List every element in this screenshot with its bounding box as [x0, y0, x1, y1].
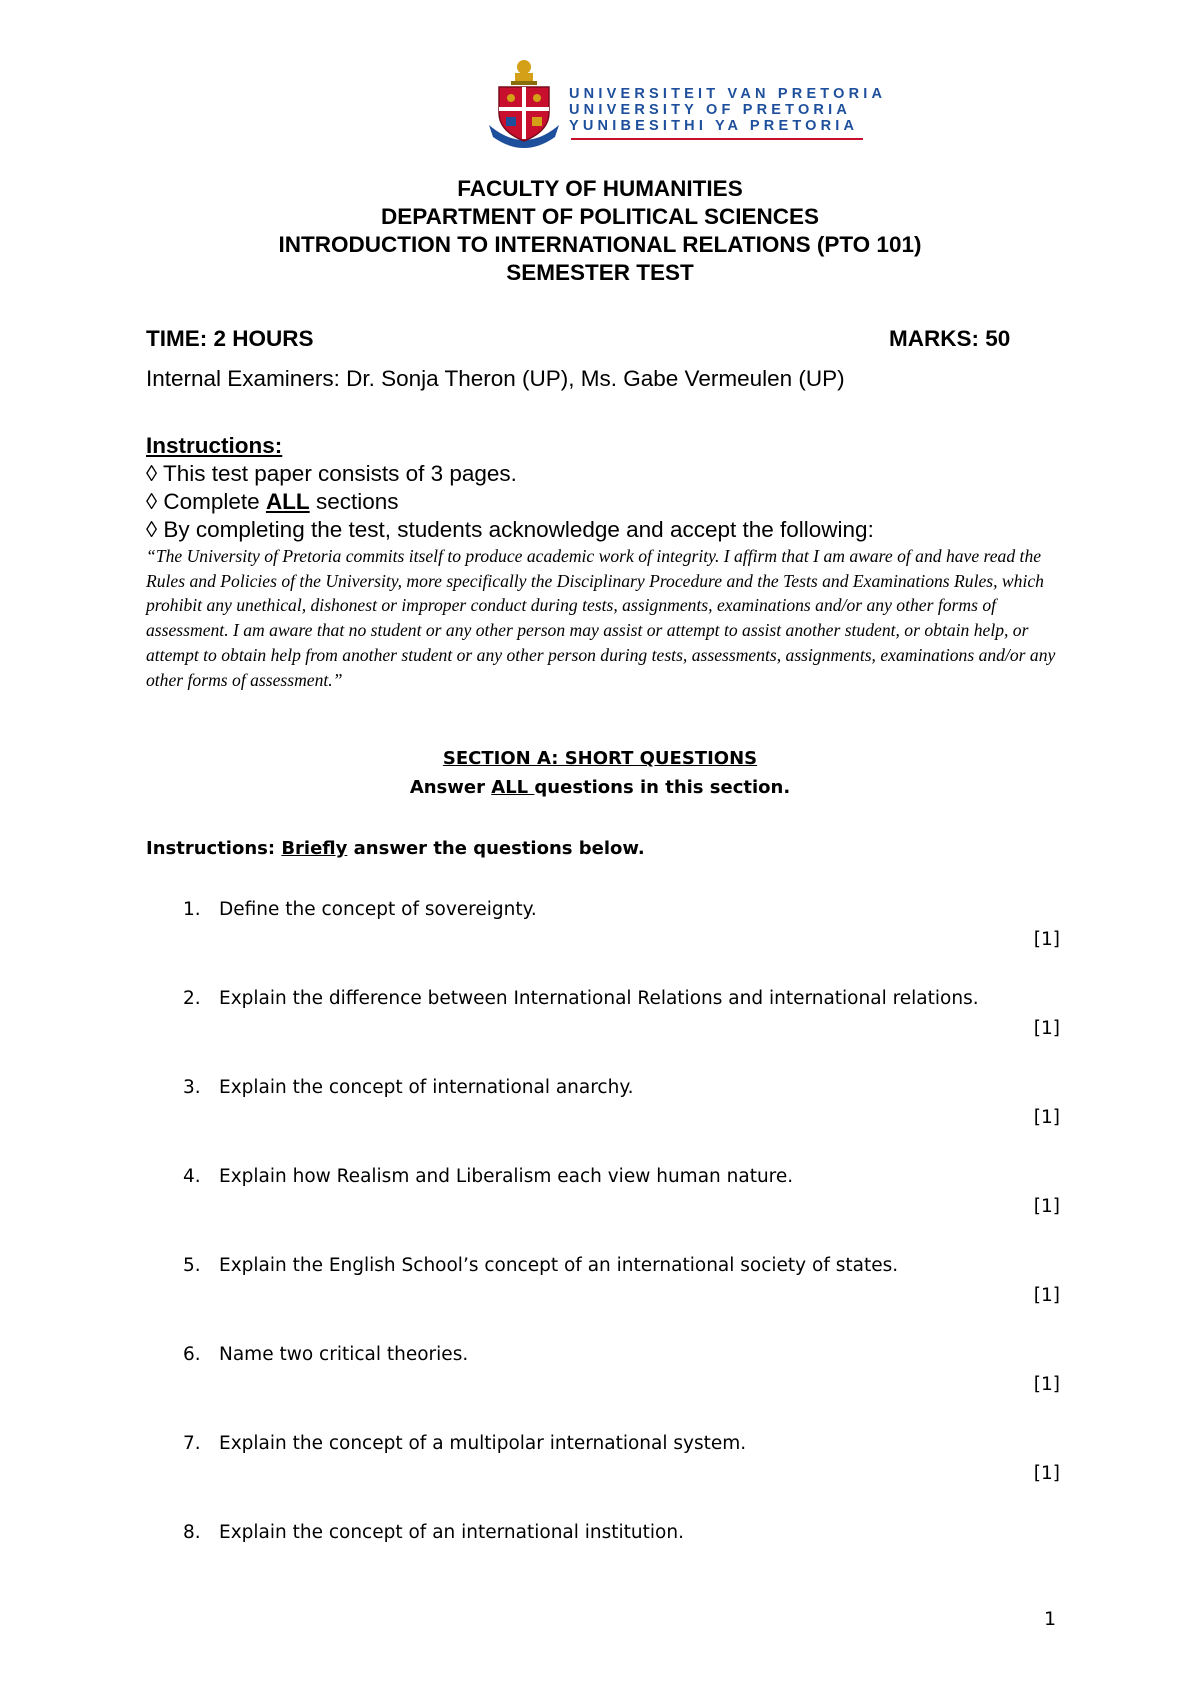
question-number: 5. [183, 1255, 201, 1276]
question-mark: [1] [1033, 1374, 1060, 1395]
question-text: Explain the concept of a multipolar international system. [219, 1433, 747, 1454]
course-heading: INTRODUCTION TO INTERNATIONAL RELATIONS (PTO 101) [278, 232, 922, 257]
question-number: 7. [183, 1433, 201, 1454]
instruction-pages-text: This test paper consists of 3 pages. [162, 461, 517, 486]
question-mark: [1] [1033, 929, 1060, 950]
question-mark: [1] [1033, 1107, 1060, 1128]
question-number: 2. [183, 988, 201, 1009]
question-instructions-emphasis: Briefly [281, 838, 348, 859]
question-instructions-pre: Instructions: [146, 838, 282, 859]
question-number: 3. [183, 1077, 201, 1098]
question-text: Define the concept of sovereignty. [219, 899, 537, 920]
instruction-acknowledge-text: By completing the test, students acknowledge and accept the following: [163, 517, 874, 542]
question-number: 6. [183, 1344, 201, 1365]
question-mark: [1] [1033, 1285, 1060, 1306]
question-text: Explain the difference between International Relations and international relations. [219, 988, 979, 1009]
section-a-title: SECTION A: SHORT QUESTIONS [442, 748, 758, 769]
faculty-heading: FACULTY OF HUMANITIES [457, 176, 743, 201]
question-text: Explain how Realism and Liberalism each view human nature. [219, 1166, 794, 1187]
internal-examiners: Internal Examiners: Dr. Sonja Theron (UP), Ms. Gabe Vermeulen (UP) [146, 366, 845, 391]
question-text: Name two critical theories. [219, 1344, 469, 1365]
instructions-heading: Instructions: [146, 433, 283, 458]
document-header [0, 175, 1200, 287]
logo-line-english: UNIVERSITY OF PRETORIA [569, 102, 852, 118]
question-text: Explain the concept of an international institution. [219, 1522, 684, 1543]
question-mark: [1] [1033, 1196, 1060, 1217]
instruction-complete-emphasis: ALL [265, 489, 310, 514]
question-instructions-post: answer the questions below. [347, 838, 645, 859]
logo-line-sepedi: YUNIBESITHI YA PRETORIA [569, 118, 859, 134]
logo-line-afrikaans: UNIVERSITEIT VAN PRETORIA [569, 86, 887, 102]
question-text: Explain the concept of international anarchy. [219, 1077, 634, 1098]
question-number: 8. [183, 1522, 201, 1543]
test-heading: SEMESTER TEST [506, 260, 694, 285]
question-mark: [1] [1033, 1018, 1060, 1039]
total-marks: MARKS: 50 [889, 326, 1011, 351]
question-number: 1. [183, 899, 201, 920]
instruction-acknowledge [146, 517, 874, 543]
department-heading: DEPARTMENT OF POLITICAL SCIENCES [381, 204, 819, 229]
time-allowed: TIME: 2 HOURS [146, 326, 314, 351]
question-number: 4. [183, 1166, 201, 1187]
university-name-lines [569, 86, 887, 134]
instruction-pages [146, 461, 517, 487]
section-a-subtitle-emphasis: ALL [491, 777, 535, 798]
question-mark: [1] [1033, 1463, 1060, 1484]
section-a-subtitle [0, 777, 1200, 798]
section-a-subtitle-post: questions in this section. [534, 777, 791, 798]
section-a-subtitle-pre: Answer [409, 777, 492, 798]
diamond-bullet-icon: ◊ [146, 489, 158, 514]
page-number: 1 [1044, 1608, 1057, 1630]
instruction-complete-pre: Complete [163, 489, 266, 514]
integrity-declaration: “The University of Pretoria commits itself to produce academic work of integrity. I affirm that I am aware of and have read the Rules and Policies of the University, more specifically the Disciplinary Procedure and the Tests and Examinations Rules, which prohibit any unethical, dishonest or improper conduct during tests, assignments, examinations and/or any other forms of assessment. I am aware that no student or any other person may assist or attempt to assist another student, or obtain help, or attempt to obtain help from another student or any other person during tests, assessments, assignments, examinations and/or any other forms of assessment.” [146, 546, 1056, 690]
question-text: Explain the English School’s concept of an international society of states. [219, 1255, 899, 1276]
university-crest-icon [485, 55, 563, 151]
diamond-bullet-icon: ◊ [146, 461, 158, 486]
instruction-complete-post: sections [309, 489, 399, 514]
logo-red-rule [571, 138, 863, 140]
instruction-complete [146, 489, 398, 515]
question-instructions [146, 838, 645, 859]
diamond-bullet-icon: ◊ [146, 517, 158, 542]
university-logo [485, 55, 887, 151]
